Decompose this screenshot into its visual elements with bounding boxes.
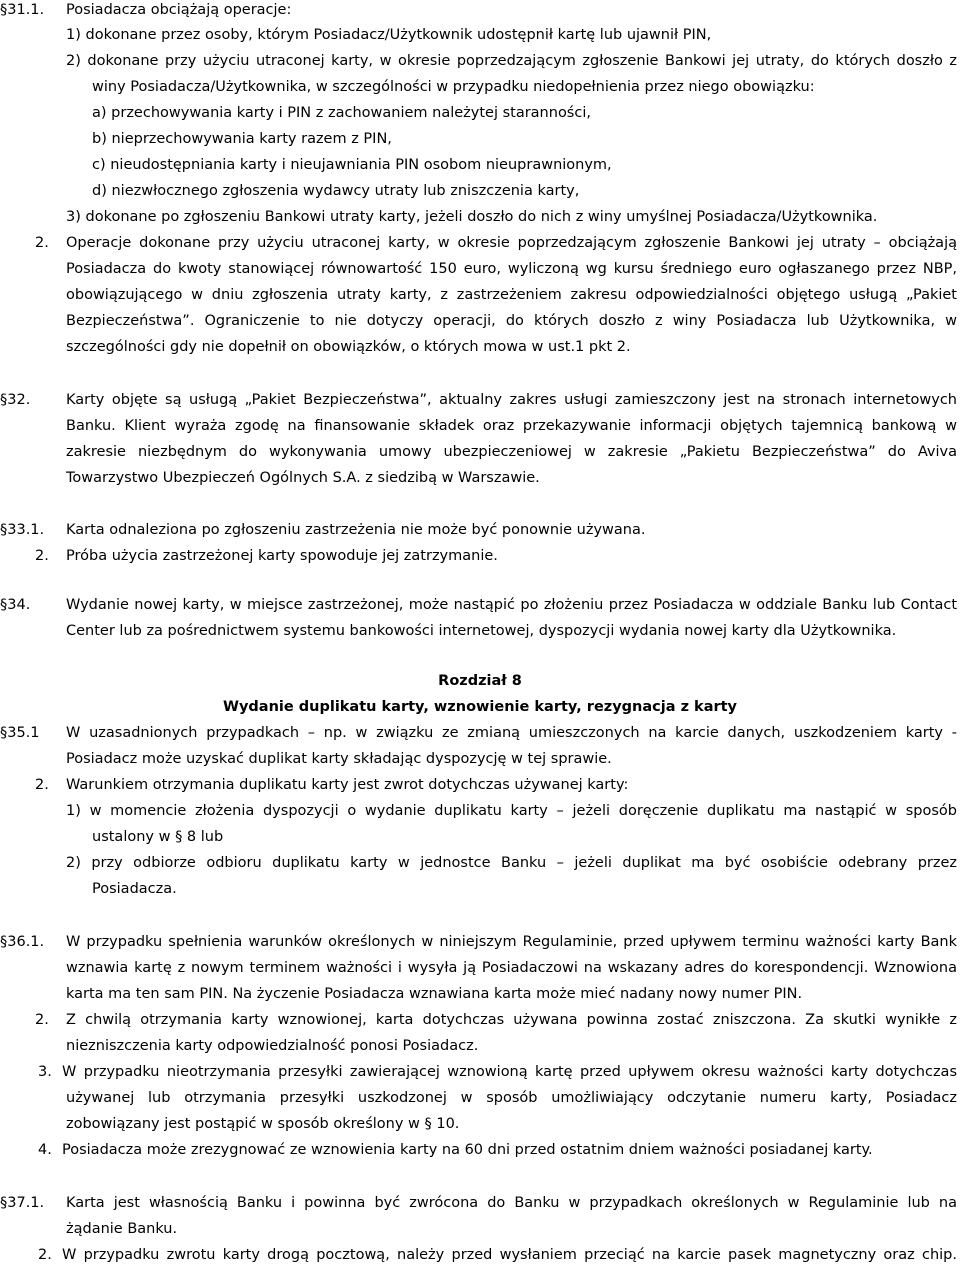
paragraph-text: Karta jest własnością Banku i powinna być zwrócona do Banku w przypadkach określonych w Regulaminie lub na — [66, 1195, 957, 1211]
paragraph-31-2-line — [0, 337, 960, 357]
paragraph-number: 3. — [38, 1064, 52, 1080]
paragraph-text: szczególności gdy nie dopełnił on obowiązków, o których mowa w ust.1 pkt 2. — [66, 339, 631, 355]
paragraph-31-2-line — [0, 285, 960, 305]
paragraph-number: §35.1 — [0, 725, 40, 741]
paragraph-36-4-line — [0, 1140, 960, 1160]
paragraph-text: Operacje dokonane przy użyciu utraconej karty, w okresie poprzedzającym zgłoszenie Bankowi jej utraty – obciążają — [66, 235, 957, 251]
paragraph-number: §37.1. — [0, 1195, 45, 1211]
list-item-text: 1) dokonane przez osoby, którym Posiadacz/Użytkownik udostępnił kartę lub ujawnił PIN, — [66, 27, 712, 43]
paragraph-text: Center lub za pośrednictwem systemu bankowości internetowej, dyspozycji wydania nowej karty dla Użytkownika. — [66, 623, 897, 639]
paragraph-text: W uzasadnionych przypadkach – np. w związku ze zmianą umieszczonych na karcie danych, uszkodzeniem karty - — [66, 725, 957, 741]
paragraph-number: 2. — [35, 235, 49, 251]
paragraph-text: Posiadacza do kwoty stanowiącej równowartość 150 euro, wyliczoną wg kursu średniego euro ogłaszanego przez NBP, — [66, 261, 957, 277]
paragraph-text: używanej lub otrzymania przesyłki uszkodzonej w sposób umożliwiający odczytanie numeru karty, Posiadacz — [66, 1090, 957, 1106]
chapter-number: Rozdział 8 — [438, 673, 522, 689]
paragraph-text: Z chwilą otrzymania karty wznowionej, karta dotychczas używana powinna zostać zniszczona. Za skutki wynikłe z — [66, 1012, 957, 1028]
paragraph-text: Posiadacza obciążają operacje: — [66, 2, 292, 18]
paragraph-number: 2. — [35, 548, 49, 564]
paragraph-text: żądanie Banku. — [66, 1221, 178, 1237]
list-item-35-2-1 — [0, 801, 960, 821]
paragraph-number: §32. — [0, 392, 31, 408]
paragraph-text: zakresie niezbędnym do wykonywania umowy ubezpieczeniowej w zakresie „Pakietu Bezpieczeństwa” do Aviva — [66, 444, 957, 460]
paragraph-text: Karta odnaleziona po zgłoszeniu zastrzeżenia nie może być ponownie używana. — [66, 522, 646, 538]
paragraph-36-3-line — [0, 1114, 960, 1134]
paragraph-32-line — [0, 416, 960, 436]
paragraph-32-line — [0, 468, 960, 488]
paragraph-number: §31.1. — [0, 2, 45, 18]
list-item-text: winy Posiadacza/Użytkownika, w szczególności w przypadku niedopełnienia przez niego obowiązku: — [92, 79, 815, 95]
paragraph-31-1-line — [0, 0, 960, 20]
paragraph-35-1-line — [0, 723, 960, 743]
paragraph-36-2-line — [0, 1036, 960, 1056]
paragraph-number: §33.1. — [0, 522, 45, 538]
paragraph-36-3-line — [0, 1088, 960, 1108]
paragraph-36-3-line — [0, 1062, 960, 1082]
paragraph-text: niezniszczenia karty odpowiedzialność ponosi Posiadacz. — [66, 1038, 479, 1054]
paragraph-text: W przypadku spełnienia warunków określonych w niniejszym Regulaminie, przed upływem terminu ważności karty Bank — [66, 934, 957, 950]
paragraph-31-2-line — [0, 259, 960, 279]
paragraph-35-1-line — [0, 749, 960, 769]
paragraph-34-line — [0, 621, 960, 641]
paragraph-31-2-line — [0, 311, 960, 331]
paragraph-31-2-line — [0, 233, 960, 253]
sub-item-text: d) niezwłocznego zgłoszenia wydawcy utraty lub zniszczenia karty, — [92, 183, 580, 199]
list-item-31-1-3 — [0, 207, 960, 227]
list-item-text: 3) dokonane po zgłoszeniu Bankowi utraty karty, jeżeli doszło do nich z winy umyślnej Posiadacza/Użytkownika. — [66, 209, 878, 225]
list-item-35-2-1-cont — [0, 827, 960, 847]
paragraph-32-line — [0, 390, 960, 410]
paragraph-number: 2. — [35, 777, 49, 793]
list-item-35-2-2-cont — [0, 879, 960, 899]
paragraph-text: Warunkiem otrzymania duplikatu karty jest zwrot dotychczas używanej karty: — [66, 777, 629, 793]
paragraph-number: 2. — [35, 1012, 49, 1028]
paragraph-text: obowiązującego w dniu zgłoszenia utraty karty, z zastrzeżeniem zakresu odpowiedzialności objętego usługą „Pakiet — [66, 287, 957, 303]
list-item-35-2-2 — [0, 853, 960, 873]
paragraph-35-2-line — [0, 775, 960, 795]
paragraph-37-2-line — [0, 1245, 960, 1265]
paragraph-36-2-line — [0, 1010, 960, 1030]
paragraph-37-1-line — [0, 1193, 960, 1213]
paragraph-37-1-line — [0, 1219, 960, 1239]
paragraph-text: Karty objęte są usługą „Pakiet Bezpieczeństwa”, aktualny zakres usługi zamieszczony jest na stronach internetowych — [66, 392, 957, 408]
sub-item-text: a) przechowywania karty i PIN z zachowaniem należytej staranności, — [92, 105, 591, 121]
paragraph-36-1-line — [0, 958, 960, 978]
paragraph-text: W przypadku nieotrzymania przesyłki zawierającej wznowioną kartę przed upływem okresu ważności karty dotychczas — [62, 1064, 957, 1080]
paragraph-32-line — [0, 442, 960, 462]
list-item-text: ustalony w § 8 lub — [92, 829, 224, 845]
list-item-text: 1) w momencie złożenia dyspozycji o wydanie duplikatu karty – jeżeli doręczenie duplikatu ma nastąpić w sposób — [66, 803, 957, 819]
sub-item-b — [0, 129, 960, 149]
paragraph-text: zobowiązany jest postąpić w sposób określony w § 10. — [66, 1116, 460, 1132]
paragraph-36-1-line — [0, 984, 960, 1004]
sub-item-text: b) nieprzechowywania karty razem z PIN, — [92, 131, 392, 147]
paragraph-36-1-line — [0, 932, 960, 952]
list-item-31-1-2 — [0, 51, 960, 71]
paragraph-number: 4. — [38, 1142, 52, 1158]
sub-item-a — [0, 103, 960, 123]
list-item-text: 2) dokonane przy użyciu utraconej karty, w okresie poprzedzającym zgłoszenie Bankowi jej utraty, do których doszło z — [66, 53, 957, 69]
paragraph-text: Bezpieczeństwa”. Ograniczenie to nie dotyczy operacji, do których doszło z winy Posiadacza lub Użytkownika, w — [66, 313, 957, 329]
list-item-31-1-2-cont — [0, 77, 960, 97]
list-item-text: Posiadacza. — [92, 881, 177, 897]
paragraph-34-line — [0, 595, 960, 615]
list-item-31-1-1 — [0, 25, 960, 45]
sub-item-d — [0, 181, 960, 201]
paragraph-text: W przypadku zwrotu karty drogą pocztową, należy przed wysłaniem przeciąć na karcie pasek magnetyczny oraz chip. — [62, 1247, 957, 1263]
paragraph-number: §34. — [0, 597, 31, 613]
paragraph-number: §36.1. — [0, 934, 45, 950]
sub-item-c — [0, 155, 960, 175]
list-item-text: 2) przy odbiorze odbioru duplikatu karty w jednostce Banku – jeżeli duplikat ma być osobiście odebrany przez — [66, 855, 957, 871]
paragraph-33-2-line — [0, 546, 960, 566]
paragraph-number: 2. — [38, 1247, 52, 1263]
paragraph-text: karta ma ten sam PIN. Na życzenie Posiadacza wznawiana karta może mieć nadany nowy numer PIN. — [66, 986, 803, 1002]
paragraph-text: Próba użycia zastrzeżonej karty spowoduje jej zatrzymanie. — [66, 548, 498, 564]
paragraph-text: wznawia kartę z nowym terminem ważności i wysyła ją Posiadaczowi na wskazany adres do korespondencji. Wznowiona — [66, 960, 957, 976]
paragraph-text: Posiadacz może uzyskać duplikat karty składając dyspozycję w tej sprawie. — [66, 751, 612, 767]
paragraph-text: Banku. Klient wyraża zgodę na finansowanie składek oraz przekazywanie informacji objętych tajemnicą bankową w — [66, 418, 957, 434]
paragraph-text: Towarzystwo Ubezpieczeń Ogólnych S.A. z siedzibą w Warszawie. — [66, 470, 540, 486]
paragraph-33-1-line — [0, 520, 960, 540]
chapter-title: Wydanie duplikatu karty, wznowienie karty, rezygnacja z karty — [222, 699, 738, 715]
paragraph-text: Wydanie nowej karty, w miejsce zastrzeżonej, może nastąpić po złożeniu przez Posiadacza w oddziale Banku lub Contact — [66, 597, 957, 613]
paragraph-text: Posiadacza może zrezygnować ze wznowienia karty na 60 dni przed ostatnim dniem ważności posiadanej karty. — [62, 1142, 873, 1158]
sub-item-text: c) nieudostępniania karty i nieujawniania PIN osobom nieuprawnionym, — [92, 157, 612, 173]
